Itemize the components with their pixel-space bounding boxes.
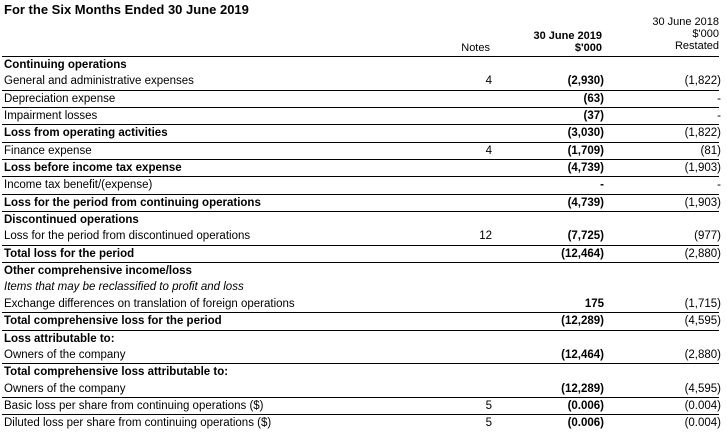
table-row bbox=[2, 142, 719, 159]
row-value-2019: (2,930) bbox=[567, 75, 604, 88]
row-label: Diluted loss per share from continuing operations ($) bbox=[4, 417, 272, 430]
row-label: Impairment losses bbox=[4, 110, 98, 123]
row-value-2018: (1,903) bbox=[684, 196, 721, 209]
row-value-2018: (0.004) bbox=[684, 399, 721, 412]
row-value-2019: (12,289) bbox=[561, 382, 604, 395]
table-row bbox=[2, 262, 719, 279]
row-note: 5 bbox=[485, 417, 492, 430]
row-value-2018: (0.004) bbox=[684, 417, 721, 430]
row-label: Loss attributable to: bbox=[4, 332, 115, 345]
row-value-2019: (7,725) bbox=[567, 230, 604, 243]
row-label: Other comprehensive income/loss bbox=[4, 265, 192, 278]
col-2018-restated: Restated bbox=[674, 40, 719, 52]
row-value-2018: (4,595) bbox=[684, 315, 721, 328]
table-row bbox=[2, 90, 719, 107]
row-note: 12 bbox=[479, 230, 492, 243]
row-label: Loss before income tax expense bbox=[4, 162, 182, 175]
table-row bbox=[2, 228, 719, 244]
row-value-2018: (2,880) bbox=[684, 348, 721, 361]
row-label: Exchange differences on translation of foreign operations bbox=[4, 297, 295, 310]
row-value-2018: - bbox=[717, 110, 721, 123]
table-row bbox=[2, 57, 719, 73]
row-value-2018: (4,595) bbox=[684, 382, 721, 395]
table-row bbox=[2, 73, 719, 89]
row-label: Total comprehensive loss attributable to: bbox=[4, 366, 229, 379]
col-2018-date: 30 June 2018 bbox=[652, 16, 719, 28]
col-2019-header bbox=[520, 30, 602, 54]
table-row bbox=[2, 381, 719, 397]
row-value-2019: (0.006) bbox=[567, 417, 604, 430]
row-note: 4 bbox=[485, 75, 492, 88]
notes-header-label: Notes bbox=[461, 42, 490, 54]
row-value-2019: (3,030) bbox=[567, 127, 604, 140]
row-note: 5 bbox=[485, 399, 492, 412]
row-value-2019: (12,464) bbox=[561, 247, 604, 260]
row-value-2019: 175 bbox=[584, 297, 604, 310]
row-value-2019: (1,709) bbox=[567, 144, 604, 157]
table-row bbox=[2, 279, 719, 295]
row-value-2018: (1,903) bbox=[684, 162, 721, 175]
row-label: Loss from operating activities bbox=[4, 127, 168, 140]
table-row bbox=[2, 107, 719, 124]
row-label: Items that may be reclassified to profit and loss bbox=[4, 281, 244, 294]
table-row bbox=[2, 363, 719, 380]
table-row bbox=[2, 194, 719, 211]
table-row bbox=[2, 312, 719, 329]
row-value-2018: - bbox=[717, 92, 721, 105]
row-label: General and administrative expenses bbox=[4, 75, 194, 88]
table-row bbox=[2, 176, 719, 193]
row-label: Loss for the period from discontinued operations bbox=[4, 230, 251, 243]
row-label: Owners of the company bbox=[4, 382, 126, 395]
table-row bbox=[2, 211, 719, 228]
row-label: Basic loss per share from continuing operations ($) bbox=[4, 399, 264, 412]
col-2019-date: 30 June 2019 bbox=[533, 30, 602, 42]
row-value-2018: (1,822) bbox=[684, 127, 721, 140]
row-note: 4 bbox=[485, 144, 492, 157]
col-2018-header bbox=[620, 16, 719, 52]
row-value-2018: (1,715) bbox=[684, 297, 721, 310]
col-2018-unit: $'000 bbox=[692, 28, 719, 40]
table-row bbox=[2, 347, 719, 363]
statement-title: For the Six Months Ended 30 June 2019 bbox=[4, 2, 249, 17]
row-value-2019: (4,739) bbox=[567, 162, 604, 175]
row-label: Loss for the period from continuing operations bbox=[4, 196, 261, 209]
statement-table bbox=[2, 57, 719, 432]
row-label: Income tax benefit/(expense) bbox=[4, 179, 153, 192]
row-value-2018: (1,822) bbox=[684, 75, 721, 88]
table-row bbox=[2, 397, 719, 414]
row-label: Total loss for the period bbox=[4, 247, 135, 260]
table-row bbox=[2, 330, 719, 347]
row-value-2018: (2,880) bbox=[684, 247, 721, 260]
row-label: Finance expense bbox=[4, 144, 92, 157]
table-row bbox=[2, 245, 719, 262]
row-value-2018: (977) bbox=[694, 230, 721, 243]
row-value-2018: (81) bbox=[700, 144, 721, 157]
row-label: Owners of the company bbox=[4, 348, 126, 361]
table-row bbox=[2, 159, 719, 176]
notes-column-header bbox=[440, 42, 490, 54]
row-value-2019: (0.006) bbox=[567, 399, 604, 412]
row-value-2019: (12,464) bbox=[561, 348, 604, 361]
row-value-2019: (12,289) bbox=[561, 315, 604, 328]
row-value-2019: (4,739) bbox=[567, 196, 604, 209]
row-value-2019: (37) bbox=[583, 110, 604, 123]
row-label: Depreciation expense bbox=[4, 92, 116, 105]
row-value-2018: - bbox=[717, 179, 721, 192]
col-2019-unit: $'000 bbox=[574, 42, 602, 54]
row-label: Continuing operations bbox=[4, 59, 127, 71]
table-row bbox=[2, 296, 719, 312]
row-label: Total comprehensive loss for the period bbox=[4, 315, 222, 328]
row-label: Discontinued operations bbox=[4, 214, 139, 227]
table-row bbox=[2, 124, 719, 141]
row-value-2019: - bbox=[600, 179, 604, 192]
row-value-2019: (63) bbox=[583, 92, 604, 105]
